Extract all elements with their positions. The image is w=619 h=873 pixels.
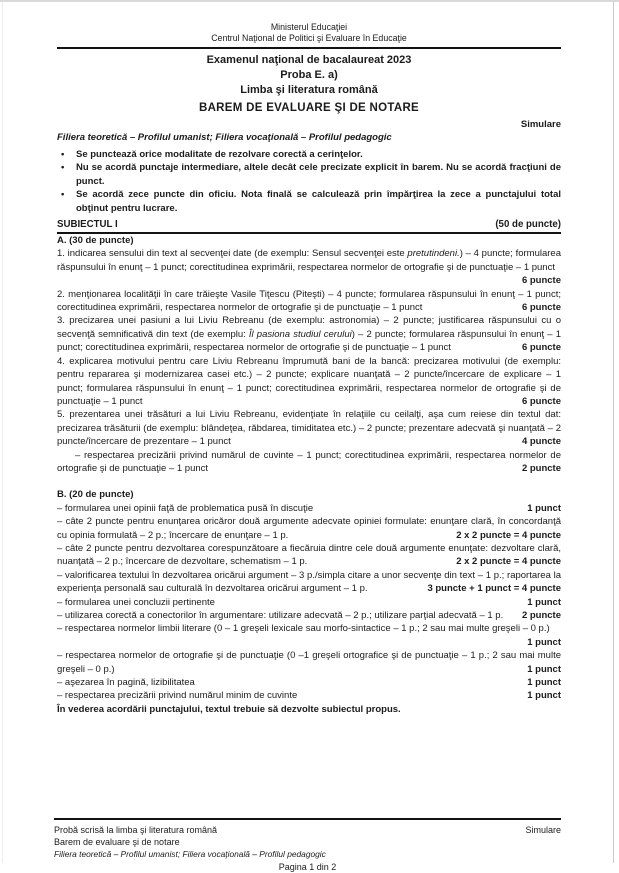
- item-score: 2 x 2 puncte = 4 puncte: [456, 529, 561, 541]
- item-text: 4. explicarea motivului pentru care Liviu Rebreanu împrumută bani de la bancă: precizarea motivului (de exemplu: pentru repararea şi modernizarea casei etc.) – 2 puncte; explicare nuanţată – 2 puncte/încercare de explicare – 1 punct; formularea răspunsului în enunţ – 1 punct; corectitudinea exprimării, respectarea normelor de ortografie şi de punctuaţie – 1 punct: [57, 355, 561, 407]
- item-text: 5. prezentarea unei trăsături a lui Liviu Rebreanu, evidenţiate în relaţiile cu ceilalţi, aşa cum reiese din textul dat: precizarea trăsăturii (de exemplu: blândeţea, răbdarea, timiditatea etc.) – 2 puncte; prezentare adecvată şi nuanţată – 2 puncte/încercare de prezentare – 1 punct: [57, 409, 561, 448]
- scoring-item: [57, 596, 561, 609]
- footer-filiera-line: Filiera teoretică – Profilul umanist; Filiera vocaţională – Profilul pedagogic: [54, 849, 326, 859]
- item-text: ) – 2 puncte; formularea răspunsului în enunţ – 1 punct; corectitudinea exprimării, respectarea normelor de ortografie şi de punctuaţie – 1 punct: [57, 328, 561, 354]
- subject-one-points: (50 de puncte): [495, 219, 561, 231]
- item-score: 1 punct: [527, 502, 561, 514]
- item-score: 4 puncte: [521, 436, 561, 448]
- note-item: • Se acordă zece puncte din oficiu. Nota finală se calculează prin împărţirea la zece a punctajului total obţinut pentru lucrare.: [57, 188, 561, 215]
- filiera-line: Filiera teoretică – Profilul umanist; Filiera vocaţională – Profilul pedagogic: [57, 132, 392, 143]
- item-score: 2 puncte: [521, 610, 561, 621]
- ministry-name: Ministerul Educaţiei: [270, 22, 348, 32]
- footer-session-label: Simulare: [525, 825, 561, 835]
- item-text: – respectarea precizării privind numărul minim de cuvinte: [57, 690, 298, 702]
- item-score: 1 punct: [527, 690, 561, 702]
- section-b-closing-note: În vederea acordării punctajului, textul trebuie să dezvolte subiectul propus.: [57, 703, 401, 715]
- item-text: ) – 4 puncte; formularea răspunsului în enunţ – 1 punct; corectitudinea exprimării, respectarea normelor de ortografie şi de punctuaţie – 1 punct: [57, 248, 561, 273]
- session-label: Simulare: [520, 119, 561, 130]
- item-score: 1 punct: [527, 663, 561, 675]
- page-right-border: [613, 2, 614, 863]
- item-text: – respectarea normelor limbii literare (0 – 1 greşeli lexicale sau morfo-sintactice – 1 p.; 2 sau mai multe greşeli – 0 p.): [57, 623, 550, 635]
- item-score: 1 punct: [527, 636, 561, 648]
- item-score: 6 puncte: [521, 342, 561, 354]
- item-text: – valorificarea textului în dezvoltarea oricărui argument – 3 p./simpla citare a unor secvenţe din text – 1 p.; raportarea la experienţa personală sau culturală în dezvoltarea oricărui argument – 1 p.: [57, 569, 561, 595]
- scoring-item: [57, 408, 561, 448]
- item-score: 1 punct: [527, 677, 561, 689]
- item-text: – câte 2 puncte pentru enunţarea oricăror două argumente adecvate opiniei formulate: enunţare clară, în concordanţă cu opinia formulată – 2 p.; încercare de enunţare – 1 p.: [57, 516, 561, 541]
- footer-barem-label: Barem de evaluare şi de notare: [54, 837, 180, 847]
- scoring-item: [57, 542, 561, 569]
- item-text: 1. indicarea sensului din text al secvenţei date (de exemplu: Sensul secvenţei este: [57, 248, 408, 260]
- barem-title: BAREM DE EVALUARE ŞI DE NOTARE: [198, 102, 420, 114]
- item-text: 3. precizarea unei pasiuni a lui Liviu Rebreanu (de exemplu: astronomia) – 2 puncte; justificarea răspunsului cu o secvenţă semnificativă din text (de exemplu:: [57, 315, 561, 340]
- scoring-item: [57, 449, 561, 476]
- item-score: 6 puncte: [521, 275, 561, 287]
- scoring-item: [57, 288, 561, 315]
- footer-row: [54, 824, 561, 836]
- note-item: • Nu se acordă punctaje intermediare, altele decât cele precizate explicit în barem. Nu se acordă fracţiuni de punct.: [57, 161, 561, 188]
- item-score: 2 x 2 puncte = 4 puncte: [456, 556, 561, 568]
- exam-subject: Limba şi literatura română: [240, 84, 378, 96]
- scoring-item: [57, 649, 561, 676]
- section-a-items: [57, 247, 561, 475]
- item-score: 6 puncte: [521, 395, 561, 407]
- general-notes-list: [57, 148, 561, 215]
- item-text: – câte 2 puncte pentru dezvoltarea corespunzătoare a fiecăruia dintre cele două argumente enunţate: dezvoltare clară, nuanţată – 2 p.; încercare de dezvoltare, schematism – 1 p.: [57, 542, 561, 568]
- scoring-item: [57, 622, 561, 649]
- page-footer: [54, 818, 561, 873]
- scoring-item: [57, 314, 561, 354]
- item-text: – aşezarea în pagină, lizibilitatea: [57, 677, 195, 689]
- scoring-item: [57, 569, 561, 596]
- section-b-heading: B. (20 de puncte): [57, 489, 134, 501]
- item-text: – formularea unei concluzii pertinente: [57, 596, 215, 608]
- exam-proba: Proba E. a): [280, 69, 338, 81]
- item-text: – respectarea normelor de ortografie şi de punctuaţie (0 –1 greşeli ortografice şi de punctuaţie – 1 p.; 2 sau mai multe greşeli – 0 p.): [57, 650, 561, 675]
- scoring-item: [57, 689, 561, 702]
- scoring-item: [57, 515, 561, 542]
- item-score: 3 puncte + 1 punct = 4 puncte: [427, 583, 561, 595]
- scoring-item: [57, 676, 561, 689]
- note-item: • Se punctează orice modalitate de rezolvare corectă a cerinţelor.: [57, 148, 561, 161]
- item-text: Îl pasiona studiul cerului: [248, 328, 352, 340]
- item-text: – formularea unei opinii faţă de problematica pusă în discuţie: [57, 502, 314, 514]
- item-score: 6 puncte: [521, 302, 561, 314]
- footer-divider: [54, 818, 561, 820]
- subject-one-header: [57, 219, 561, 234]
- exam-title: Examenul naţional de bacalaureat 2023: [206, 54, 412, 66]
- subject-one-label: SUBIECTUL I: [57, 219, 118, 231]
- item-score: 1 punct: [527, 596, 561, 608]
- section-b-items: [57, 502, 561, 703]
- section-a-heading: A. (30 de puncte): [57, 235, 134, 247]
- scoring-item: [57, 609, 561, 622]
- item-text: pretutindeni.: [407, 248, 460, 260]
- scoring-item: [57, 502, 561, 515]
- item-score: 2 puncte: [521, 462, 561, 474]
- item-text: 2. menţionarea localităţii în care trăieşte Vasile Tiţescu (Piteşti) – 4 puncte; formularea răspunsului în enunţ – 1 punct; corectitudinea exprimării, respectarea normelor de ortografie şi de punctuaţie – 1 punct: [57, 288, 561, 314]
- scoring-item: [57, 355, 561, 409]
- item-text: – utilizarea corectă a conectorilor în argumentare: utilizare adecvată – 2 p.; utilizare parţial adecvată – 1 p.: [57, 610, 504, 621]
- footer-exam-name: Probă scrisă la limba şi literatura română: [54, 825, 218, 835]
- center-name: Centrul Naţional de Politici şi Evaluare în Educaţie: [211, 33, 407, 43]
- header-divider: [57, 47, 561, 49]
- page-left-border: [2, 2, 3, 863]
- item-text: – respectarea precizării privind numărul de cuvinte – 1 punct; corectitudinea exprimării, respectarea normelor de ortografie şi de punctuaţie – 1 punct: [57, 449, 561, 474]
- scoring-item: [57, 247, 561, 287]
- page-content: [57, 22, 561, 716]
- footer-page-number: Pagina 1 din 2: [278, 862, 337, 872]
